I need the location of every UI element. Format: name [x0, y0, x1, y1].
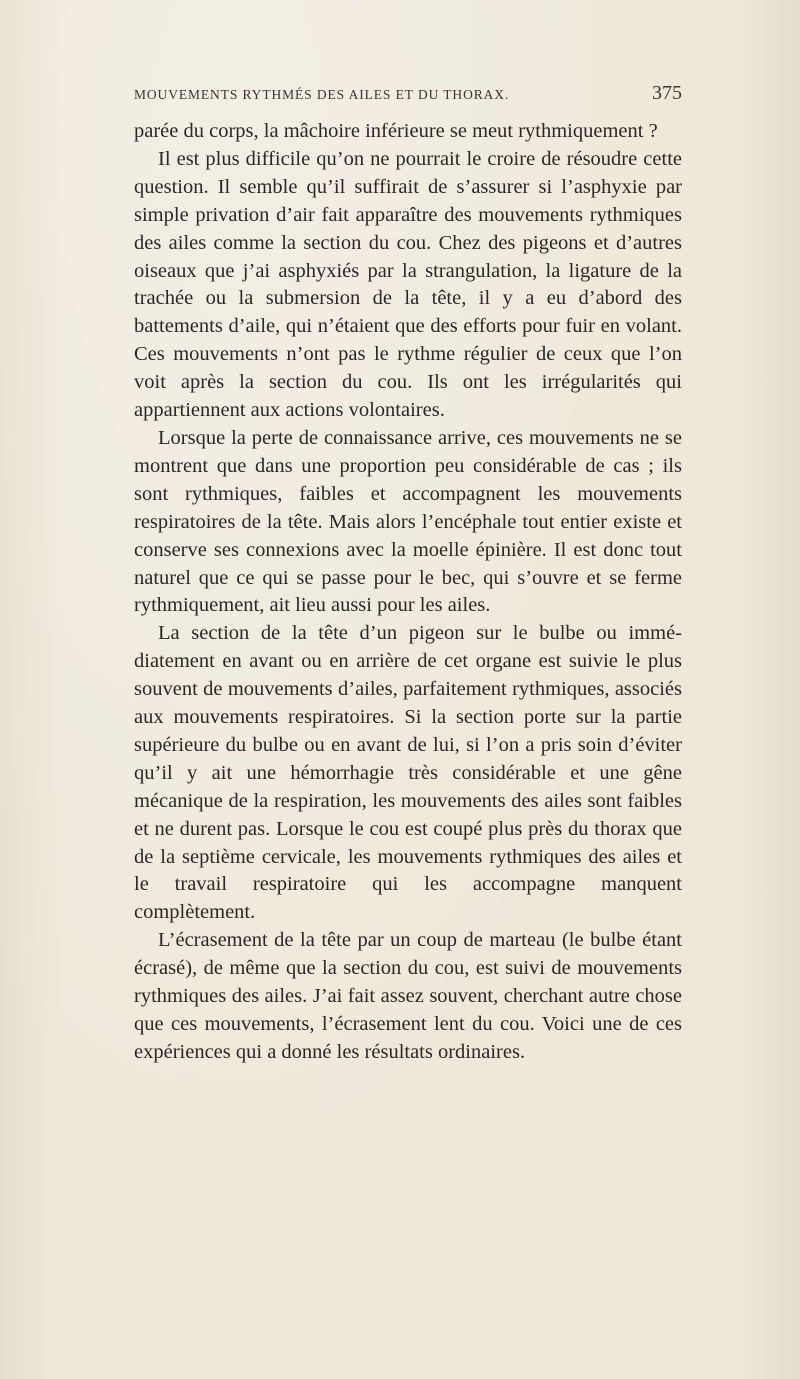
running-title: MOUVEMENTS RYTHMÉS DES AILES ET DU THORAX. [134, 87, 510, 102]
paragraph-head-section: La section de la tête d’un pigeon sur le bulbe ou immédiatement en avant ou en arrière de cet organe est suivie le plus souvent de mouvements d’ailes, parfaitement rythmiques, associés aux mouvements respiratoires. Si la section porte sur la partie supérieure du bulbe ou en avant de lui, si l’on a pris soin d’éviter qu’il y ait une hémorrhagie très considérable et une gêne mécanique de la respiration, les mouvements des ailes sont faibles et ne durent pas. Lorsque le cou est coupé plus près du thorax que de la septième cervicale, les mouvements rythmiques des ailes et le travail respiratoire qui les accompagne manquent complètement. [134, 622, 682, 924]
paragraph-continuation: parée du corps, la mâchoire inférieure se meut rythmiquement ? [134, 120, 658, 142]
paragraph-crushing: L’écrasement de la tête par un coup de marteau (le bulbe étant écrasé), de même que la section du cou, est suivi de mouvements rythmiques des ailes. J’ai fait assez souvent, cherchant autre chose que ces mouvements, l’écrasement lent du cou. Voici une de ces expériences qui a donné les résultats ordinaires. [134, 929, 682, 1063]
paragraph-asphyxia: Il est plus difficile qu’on ne pourrait le croire de résoudre cette question. Il semble qu’il suffirait de s’assurer si l’asphyxie par simple privation d’air fait apparaître des mouvements rythmiques des ailes comme la section du cou. Chez des pigeons et d’autres oiseaux que j’ai asphyxiés par la strangulation, la ligature de la trachée ou la submersion de la tête, il y a eu d’abord des battements d’aile, qui n’étaient que des efforts pour fuir en volant. Ces mouvements n’ont pas le rythme régulier de ceux que l’on voit après la section du cou. Ils ont les irrégularités qui appartiennent aux actions volontaires. [134, 147, 682, 422]
paragraph-loss-of-consciousness: Lorsque la perte de connaissance arrive, ces mouvements ne se montrent que dans une proportion peu considérable de cas ; ils sont rythmiques, faibles et accompagnent les mouvements respiratoires de la tête. Mais alors l’encéphale tout entier existe et conserve ses connexions avec la moelle épinière. Il est donc tout naturel que ce qui se passe pour le bec, qui s’ouvre et se ferme rythmiquement, ait lieu aussi pour les ailes. [134, 426, 682, 617]
page-number: 375 [652, 82, 682, 104]
body-text [134, 118, 682, 1067]
running-head [112, 84, 682, 108]
